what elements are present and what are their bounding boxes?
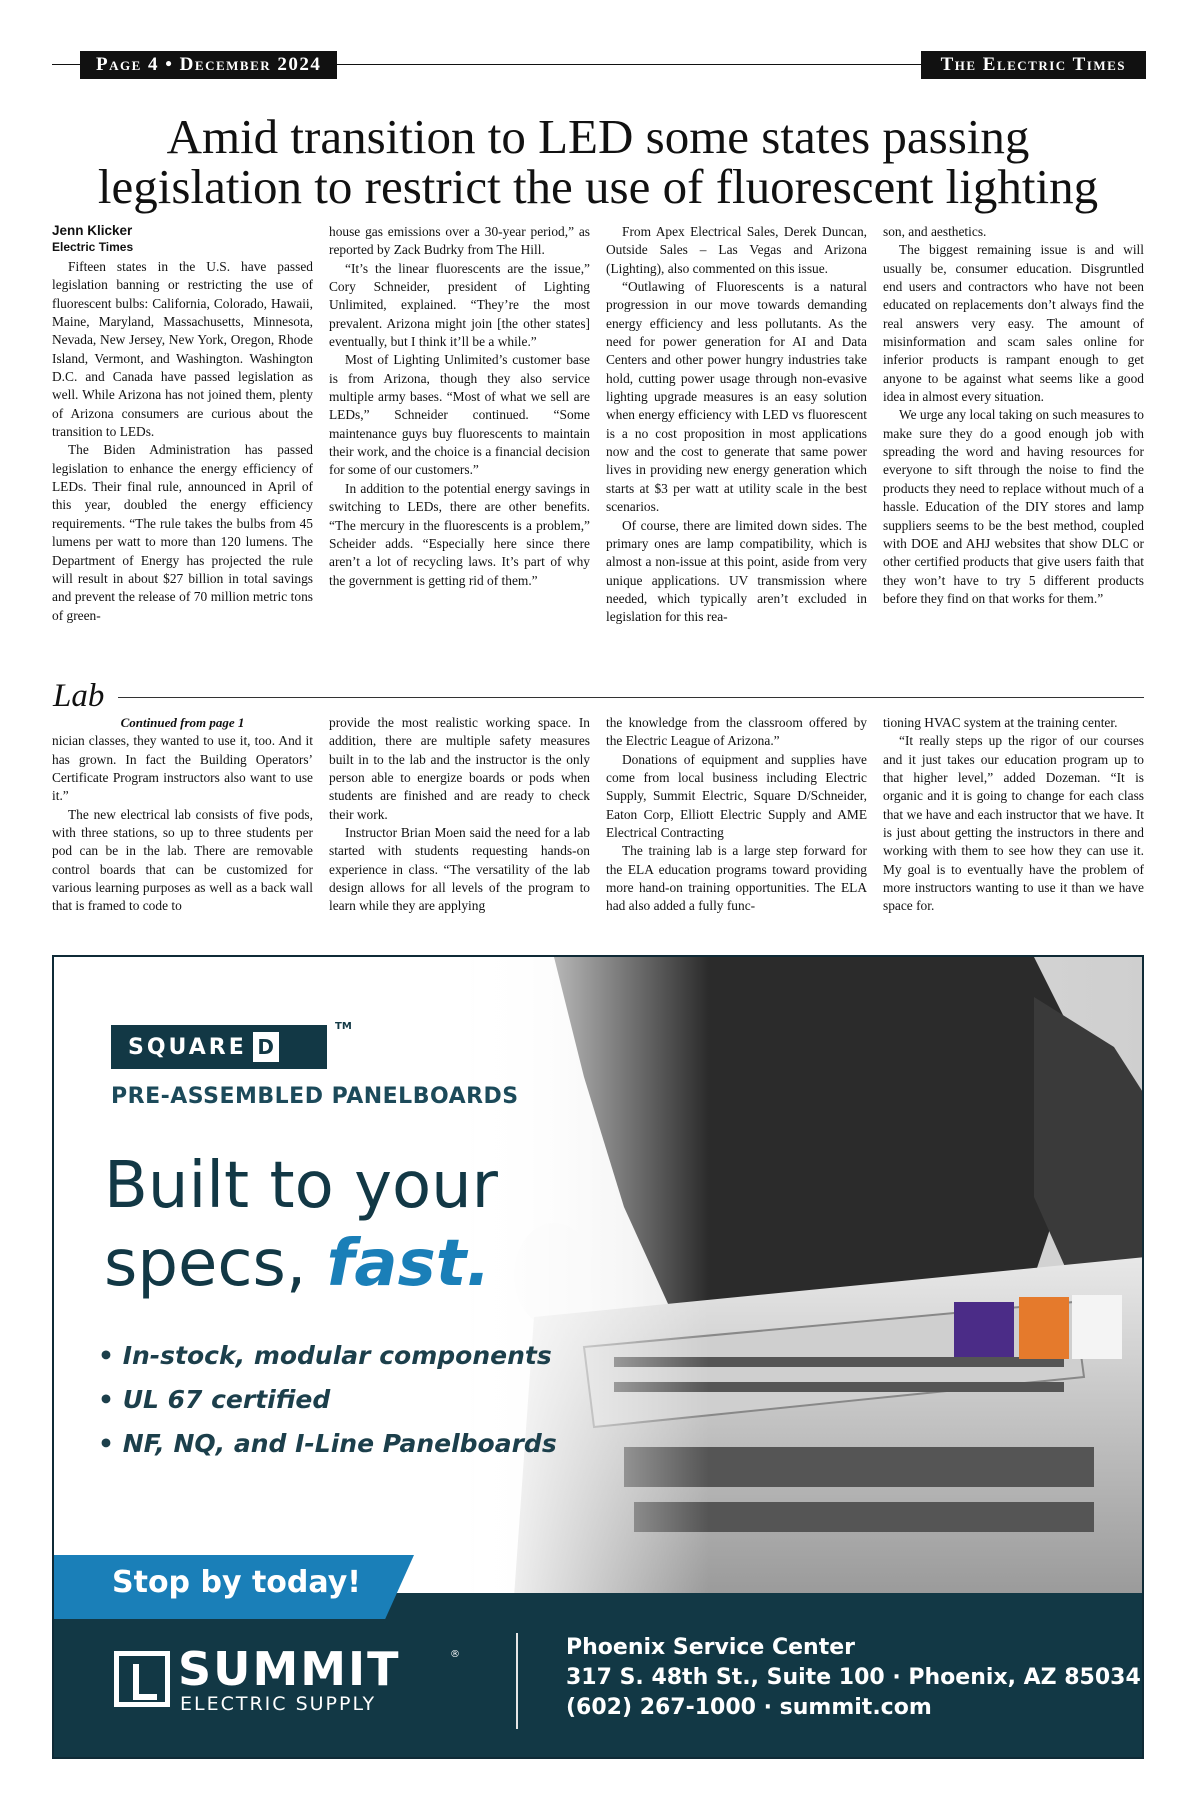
paragraph: tioning HVAC system at the training center. — [883, 715, 1118, 730]
byline-organization: Electric Times — [52, 240, 134, 254]
square-d-wordmark: SQUARE — [128, 1034, 247, 1060]
paragraph: “Outlawing of Fluorescents is a natural progression in our move towards demanding energy efficiency and less pollutants. As the need for power generation for AI and Data Centers and other power hungry industries take hold, cutting power usage through non-evasive lighting upgrade measures is an easy solution when energy efficiency with LED vs fluorescent is a no cost proposition in most applications now and the cost to generate that same power lives in providing new energy generation which starts at $3 per watt at utility scale in the best scenarios. — [606, 279, 867, 515]
lab-section-title: Lab — [53, 678, 105, 714]
registered-symbol: ® — [450, 1649, 460, 1660]
ad-headline-line-2 — [104, 1225, 498, 1303]
paragraph: “It really steps up the rigor of our courses and it just takes our education program up to that higher level,” added Dozeman. “It is organic and it is going to change for each class that we have and each instructor that we have. It is just about getting the instructors in there and working with them to see how they can use it. My goal is to eventually have the problem of more instructors wanting to use it than we have space for. — [883, 733, 1144, 914]
square-d-logo — [111, 1025, 327, 1069]
paragraph: Fifteen states in the U.S. have passed legislation banning or restricting the use of fluorescent bulbs: California, Colorado, Hawaii, Maine, Maryland, Massachusetts, Minnesota, Nevada, New Jersey, New York, Oregon, Rhode Island, Vermont, and Washington. Washington D.C. and Canada have passed legislation as well. While Arizona has not joined them, plenty of Arizona consumers are curious about the transition to LEDs. — [52, 259, 313, 440]
paragraph: We urge any local taking on such measures to make sure they do a good enough job with spreading the word and having resources for everyone to sift through the noise to find the products they need to replace without much of a hassle. Education of the DIY stores and lamp suppliers seems to be the best method, coupled with DOE and AHJ websites that show DLC or other certified products that give users faith that they won’t have to try 5 different products before they find on that works for them.” — [883, 407, 1144, 606]
summit-tagline: ELECTRIC SUPPLY — [180, 1693, 377, 1715]
paragraph: The biggest remaining issue is and will usually be, consumer education. Disgruntled end users and contractors who have not been educated on replacements don’t always find the real answers very easy. The amount of misinformation and scam sales online for inferior products is rampant enough to get anyone to be against what seems like a good idea in almost every situation. — [883, 242, 1144, 405]
paragraph: the knowledge from the classroom offered by the Electric League of Arizona.” — [606, 715, 867, 749]
footer-divider — [516, 1633, 518, 1729]
paragraph: nician classes, they wanted to use it, too. And it has grown. In fact the Building Operators’ Certificate Program instructors also want to use it.” — [52, 733, 313, 804]
ad-feature-item: • UL 67 certified — [98, 1378, 557, 1422]
cta-text: Stop by today! — [112, 1565, 361, 1600]
store-location: Phoenix Service Center — [566, 1635, 856, 1660]
ad-headline-fast: fast. — [326, 1227, 491, 1301]
lab-column-4 — [883, 714, 1144, 916]
paragraph: Of course, there are limited down sides. The primary ones are lamp compatibility, which is almost a non-issue at this point, aside from very unique applications. UV transmission where needed, which typically aren’t excluded in legislation for this rea- — [606, 517, 867, 625]
paragraph: Most of Lighting Unlimited’s customer base is from Arizona, though they also service multiple army bases. “Most of what we sell are LEDs,” Schneider continued. “Some maintenance guys buy fluorescents to maintain their work, and the choice is a financial decision for some of our customers.” — [329, 352, 590, 478]
store-address: 317 S. 48th St., Suite 100 · Phoenix, AZ 85034 — [566, 1665, 1141, 1690]
lab-column-2 — [329, 714, 590, 916]
lab-body — [52, 714, 1144, 916]
headline-line-1: Amid transition to LED some states passing — [166, 109, 1030, 164]
article-column-1 — [52, 223, 313, 627]
article-column-2 — [329, 223, 590, 627]
paragraph: The new electrical lab consists of five pods, with three stations, so up to three students per pod can be in the lab. There are removable control boards that can be customized for various learning purposes as well as a back wall that is framed to code to — [52, 806, 313, 914]
paragraph: Instructor Brian Moen said the need for a lab started with students requesting hands-on experience in class. “The versatility of the lab design allows for all levels of the program to learn while they are applying — [329, 825, 590, 914]
article-body — [52, 223, 1144, 627]
ad-feature-item: • NF, NQ, and I-Line Panelboards — [98, 1422, 557, 1466]
paragraph: The training lab is a large step forward for the ELA education programs toward providing more hand-on training opportunities. The ELA had also added a fully func- — [606, 843, 867, 914]
paragraph: In addition to the potential energy savings in switching to LEDs, there are other benefits. “The mercury in the fluorescents is a problem,” Scheider adds. “Especially here since there aren’t a lot of recycling laws. It’s part of why the government is getting rid of them.” — [329, 480, 590, 588]
square-d-advertisement[interactable] — [52, 955, 1144, 1759]
lab-section-rule — [118, 697, 1144, 698]
ad-headline — [104, 1147, 498, 1303]
summit-wordmark: SUMMIT — [178, 1642, 401, 1696]
paragraph: provide the most realistic working space. In addition, there are multiple safety measures built in to the lab and the instructor is the only person able to energize boards or pods when students are finished and are ready to check their work. — [329, 715, 590, 822]
article-column-4 — [883, 223, 1144, 627]
paragraph: From Apex Electrical Sales, Derek Duncan, Outside Sales – Las Vegas and Arizona (Lighting), also commented on this issue. — [606, 224, 867, 276]
continued-from-label: Continued from page 1 — [120, 715, 245, 730]
ad-headline-specs: specs, — [104, 1227, 327, 1301]
store-contact[interactable]: (602) 267-1000 · summit.com — [566, 1695, 932, 1720]
paragraph: “It’s the linear fluorescents are the issue,” Cory Schneider, president of Lighting Unlimited, explained. “They’re the most prevalent. Arizona might join [the other states] eventually, but I think it’ll be a while.” — [329, 260, 590, 350]
headline-line-2: legislation to restrict the use of fluorescent lighting — [97, 159, 1099, 214]
byline-author: Jenn Klicker — [52, 223, 133, 238]
ad-subheading: PRE-ASSEMBLED PANELBOARDS — [111, 1084, 519, 1109]
ad-feature-item: • In-stock, modular components — [98, 1334, 557, 1378]
page-date-label: Page 4 • December 2024 — [80, 51, 337, 79]
paragraph: house gas emissions over a 30-year period,” as reported by Zack Budrky from The Hill. — [329, 224, 590, 258]
lab-column-3 — [606, 714, 867, 916]
ad-headline-line-1: Built to your — [104, 1149, 498, 1223]
square-d-mark: D — [253, 1032, 279, 1062]
lab-column-1 — [52, 714, 313, 916]
article-column-3 — [606, 223, 867, 627]
publication-name: The Electric Times — [921, 51, 1146, 79]
panelboard-photo — [474, 957, 1144, 1597]
trademark-symbol: TM — [335, 1021, 352, 1032]
summit-logo-icon — [114, 1651, 170, 1707]
ad-feature-list — [98, 1334, 557, 1466]
paragraph: son, and aesthetics. — [883, 224, 987, 239]
article-headline — [52, 109, 1144, 214]
paragraph: The Biden Administration has passed legislation to enhance the energy efficiency of LEDs. Their final rule, announced in April of this year, doubled the energy efficiency requirements. “The rule takes the bulbs from 45 lumens per watt to more than 120 lumens. The Department of Energy has projected the rule will result in about $27 billion in total savings and prevent the release of 70 million metric tons of green- — [52, 442, 313, 623]
store-info — [566, 1633, 1141, 1723]
paragraph: Donations of equipment and supplies have come from local business including Electric Supply, Summit Electric, Square D/Schneider, Eaton Corp, Elliott Electric Supply and AME Electrical Contracting — [606, 751, 867, 841]
